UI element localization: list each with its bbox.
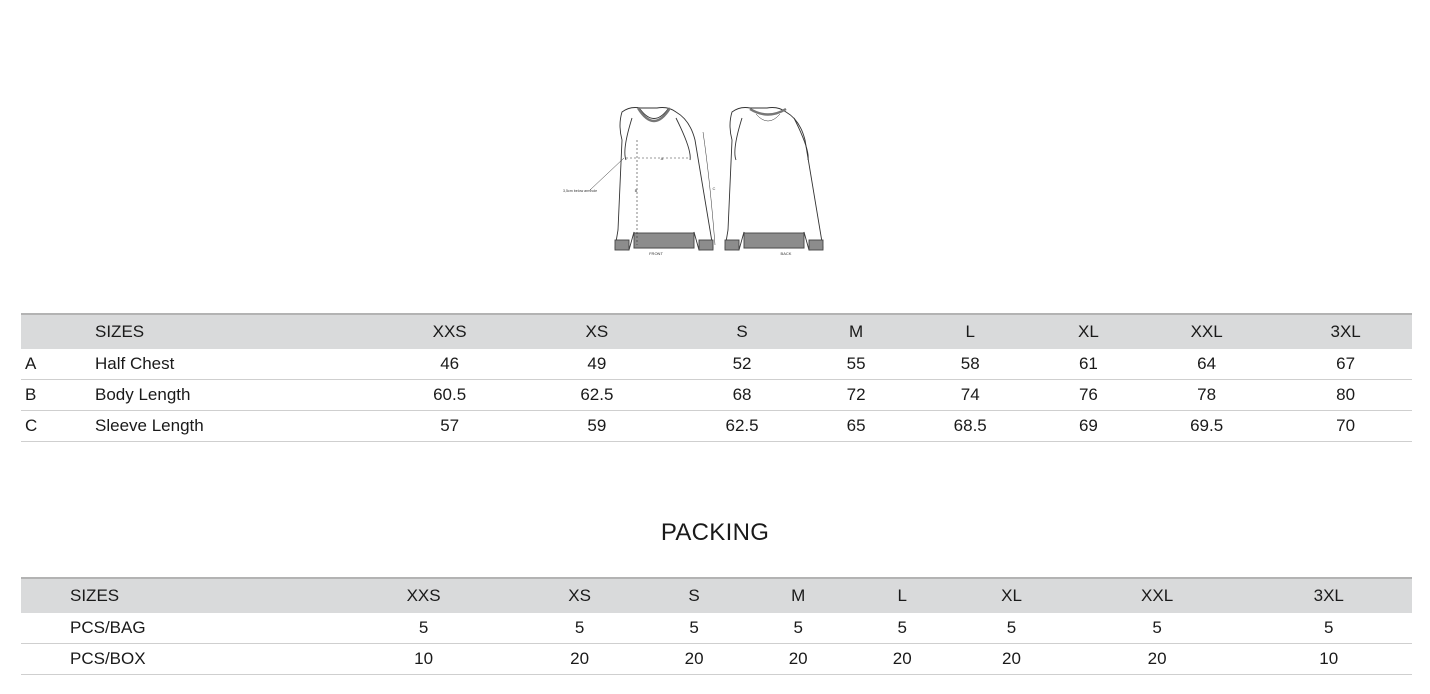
table-cell: Body Length xyxy=(95,380,375,411)
table-cell: 65 xyxy=(815,411,898,442)
table-cell xyxy=(21,613,70,644)
table-cell: 5 xyxy=(746,613,850,644)
table-cell: 60.5 xyxy=(375,380,524,411)
table-cell: Half Chest xyxy=(95,349,375,380)
header-cell: XL xyxy=(1043,314,1134,349)
table-cell: 58 xyxy=(898,349,1043,380)
header-cell: S xyxy=(642,578,746,613)
table-cell: 78 xyxy=(1134,380,1279,411)
table-cell: 76 xyxy=(1043,380,1134,411)
table-cell: 74 xyxy=(898,380,1043,411)
table-cell: 5 xyxy=(517,613,642,644)
header-cell: 3XL xyxy=(1279,314,1412,349)
header-cell: XL xyxy=(954,578,1068,613)
header-cell xyxy=(21,314,95,349)
back-sweatshirt xyxy=(725,108,823,251)
dim-a-label: A xyxy=(660,156,664,161)
header-cell: XS xyxy=(524,314,669,349)
table-cell: B xyxy=(21,380,95,411)
table-cell: 49 xyxy=(524,349,669,380)
table-cell: 68 xyxy=(669,380,814,411)
table-cell: 62.5 xyxy=(524,380,669,411)
table-cell: 20 xyxy=(642,644,746,675)
table-cell: 20 xyxy=(1069,644,1246,675)
header-cell: M xyxy=(746,578,850,613)
header-cell: L xyxy=(898,314,1043,349)
table-cell: PCS/BAG xyxy=(70,613,330,644)
table-cell: 20 xyxy=(954,644,1068,675)
table-cell: 5 xyxy=(1246,613,1412,644)
table-cell: 20 xyxy=(850,644,954,675)
header-cell: L xyxy=(850,578,954,613)
table-row xyxy=(21,644,1412,675)
armhole-note: 3,5cm below armhole xyxy=(563,189,598,193)
header-cell: XS xyxy=(517,578,642,613)
table-cell: 68.5 xyxy=(898,411,1043,442)
table-cell: 64 xyxy=(1134,349,1279,380)
packing-title: PACKING xyxy=(660,519,770,546)
table-row xyxy=(21,380,1412,411)
table-cell: 5 xyxy=(954,613,1068,644)
table-cell: 5 xyxy=(642,613,746,644)
table-cell: 61 xyxy=(1043,349,1134,380)
table-cell: 10 xyxy=(330,644,517,675)
table-cell: 72 xyxy=(815,380,898,411)
header-cell: S xyxy=(669,314,814,349)
table-cell: 55 xyxy=(815,349,898,380)
sweatshirt-diagram xyxy=(560,100,850,265)
table-cell xyxy=(21,644,70,675)
packing-table xyxy=(21,577,1412,675)
table-cell: 5 xyxy=(1069,613,1246,644)
table-cell: 59 xyxy=(524,411,669,442)
header-cell xyxy=(21,578,70,613)
table-cell: 80 xyxy=(1279,380,1412,411)
table-cell: C xyxy=(21,411,95,442)
size-chart-header-row xyxy=(21,314,1412,349)
table-cell: 46 xyxy=(375,349,524,380)
table-cell: 20 xyxy=(746,644,850,675)
table-cell: 5 xyxy=(850,613,954,644)
size-chart-table xyxy=(21,313,1412,442)
header-cell: 3XL xyxy=(1246,578,1412,613)
packing-header-row xyxy=(21,578,1412,613)
header-cell: XXS xyxy=(375,314,524,349)
front-label: FRONT xyxy=(649,251,663,256)
table-cell: 69 xyxy=(1043,411,1134,442)
header-cell: XXL xyxy=(1134,314,1279,349)
table-row xyxy=(21,411,1412,442)
table-cell: 62.5 xyxy=(669,411,814,442)
header-cell: XXL xyxy=(1069,578,1246,613)
front-sweatshirt xyxy=(590,108,715,251)
table-cell: PCS/BOX xyxy=(70,644,330,675)
table-cell: Sleeve Length xyxy=(95,411,375,442)
table-cell: 5 xyxy=(330,613,517,644)
header-cell: M xyxy=(815,314,898,349)
table-cell: 10 xyxy=(1246,644,1412,675)
table-cell: 69.5 xyxy=(1134,411,1279,442)
header-cell: SIZES xyxy=(95,314,375,349)
back-label: BACK xyxy=(780,251,792,256)
dim-c-label: C xyxy=(712,186,716,191)
table-row xyxy=(21,349,1412,380)
table-row xyxy=(21,613,1412,644)
dim-b-label: B xyxy=(634,188,638,193)
header-cell: XXS xyxy=(330,578,517,613)
table-cell: A xyxy=(21,349,95,380)
header-cell: SIZES xyxy=(70,578,330,613)
table-cell: 57 xyxy=(375,411,524,442)
table-cell: 67 xyxy=(1279,349,1412,380)
table-cell: 20 xyxy=(517,644,642,675)
table-cell: 70 xyxy=(1279,411,1412,442)
table-cell: 52 xyxy=(669,349,814,380)
